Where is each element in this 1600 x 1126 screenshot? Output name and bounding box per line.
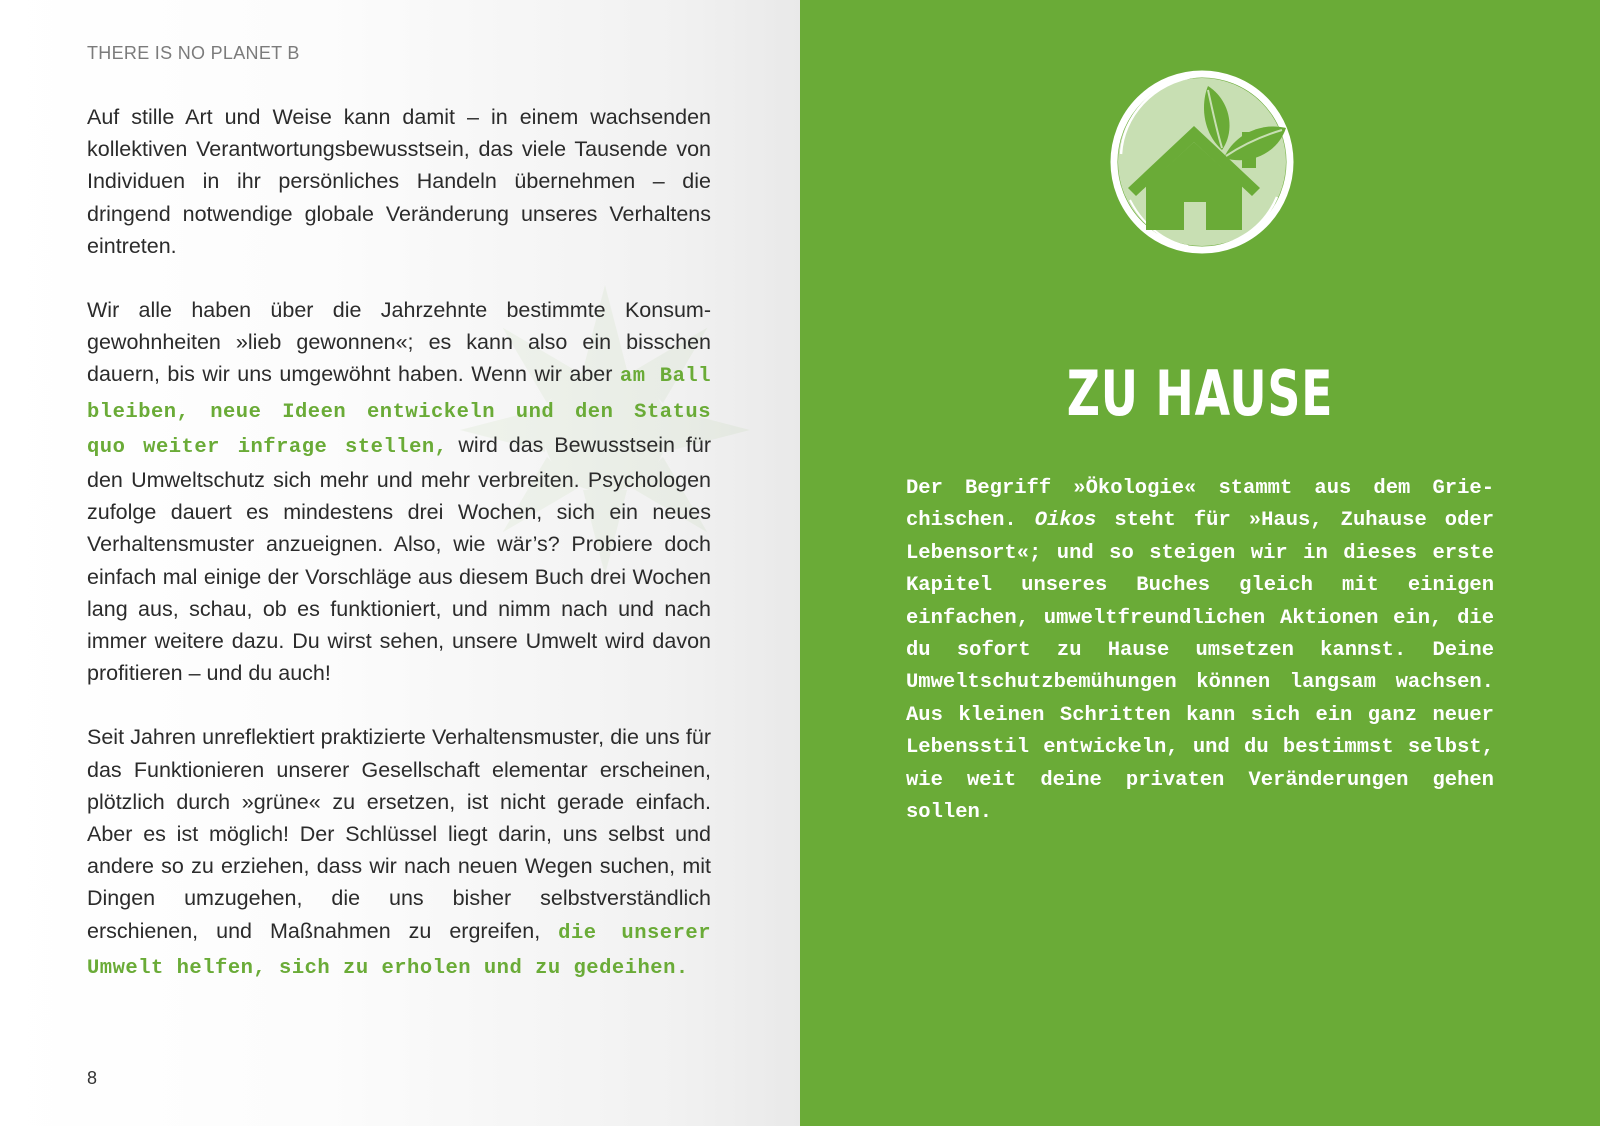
paragraph-2 — [87, 294, 711, 689]
chapter-title: ZU HAUSE — [1066, 357, 1334, 430]
intro-text-end: steht für »Haus, Zuhause oder Lebensort«; und so steigen wir in dieses erste Kapitel unseres Buches gleich mit einigen einfachen, umweltfreundlichen Aktionen ein, die du sofort zu Hause umsetzen kannst. Deine Umweltschutzbemühungen können langsam wachsen. Aus kleinen Schritten kann sich ein ganz neuer Lebensstil entwickeln, und du bestimmst selbst, wie weit deine privaten Veränderungen gehen sollen. — [906, 509, 1495, 825]
paragraph-3-text-start: Seit Jahren unreflektiert praktizierte Verhaltensmuster, die uns für das Funktionieren unserer Gesellschaft elementar erscheinen, plötzlich durch »grüne« zu ersetzen, ist nicht gerade einfach. Aber es ist möglich! Der Schlüssel liegt darin, uns selbst und andere so zu erziehen, dass wir nach neuen Wegen suchen, mit Dingen umzugehen, die uns bisher selbstverständlich erschienen, und Maßnahmen zu ergreifen, — [87, 725, 711, 943]
page-number: 8 — [87, 1068, 98, 1088]
paragraph-3-highlight: die unserer Umwelt helfen, sich zu erholen und zu gedeihen. — [87, 921, 712, 980]
running-head: THERE IS NO PLANET B — [87, 43, 300, 63]
paragraph-2-highlight: am Ball bleiben, neue Ideen entwickeln und den Status quo weiter infrage stellen, — [87, 365, 711, 459]
paragraph-1: Auf stille Art und Weise kann damit – in einem wachsenden kollektiven Verantwortungsbewusstsein, das viele Tausende von Individuen in ihr persönliches Handeln übernehmen – die dringend notwendige globale Veränderung unseres Verhaltens eintreten. — [87, 105, 711, 258]
paragraph-2-text-end: wird das Bewusstsein für den Umweltschutz sich mehr und mehr verbreiten. Psychologen zufolge dauert es mindestens drei Wochen, sich ein neues Verhaltensmuster anzueignen. Also, wie wär’s? Probiere doch einfach mal einige der Vorschläge aus diesem Buch drei Wochen lang aus, schau, ob es funktioniert, und nimm nach und nach immer weitere dazu. Du wirst sehen, unsere Umwelt wird davon profitieren – und du auch! — [87, 432, 712, 686]
body-text — [87, 101, 711, 1017]
paragraph-3 — [87, 721, 711, 985]
house-with-leaves-icon — [1102, 62, 1302, 262]
intro-italic-term: Oikos — [1034, 509, 1097, 533]
paragraph-2-text-start: Wir alle haben über die Jahrzehnte bestimmte Konsumgewohnheiten »lieb gewonnen«; es kann also ein bisschen dauern, bis wir uns umgewöhnt haben. Wenn wir aber — [87, 298, 711, 387]
intro-text-start: Der Begriff »Ökologie« stammt aus dem Griechischen. — [906, 477, 1494, 533]
chapter-intro — [906, 473, 1494, 829]
